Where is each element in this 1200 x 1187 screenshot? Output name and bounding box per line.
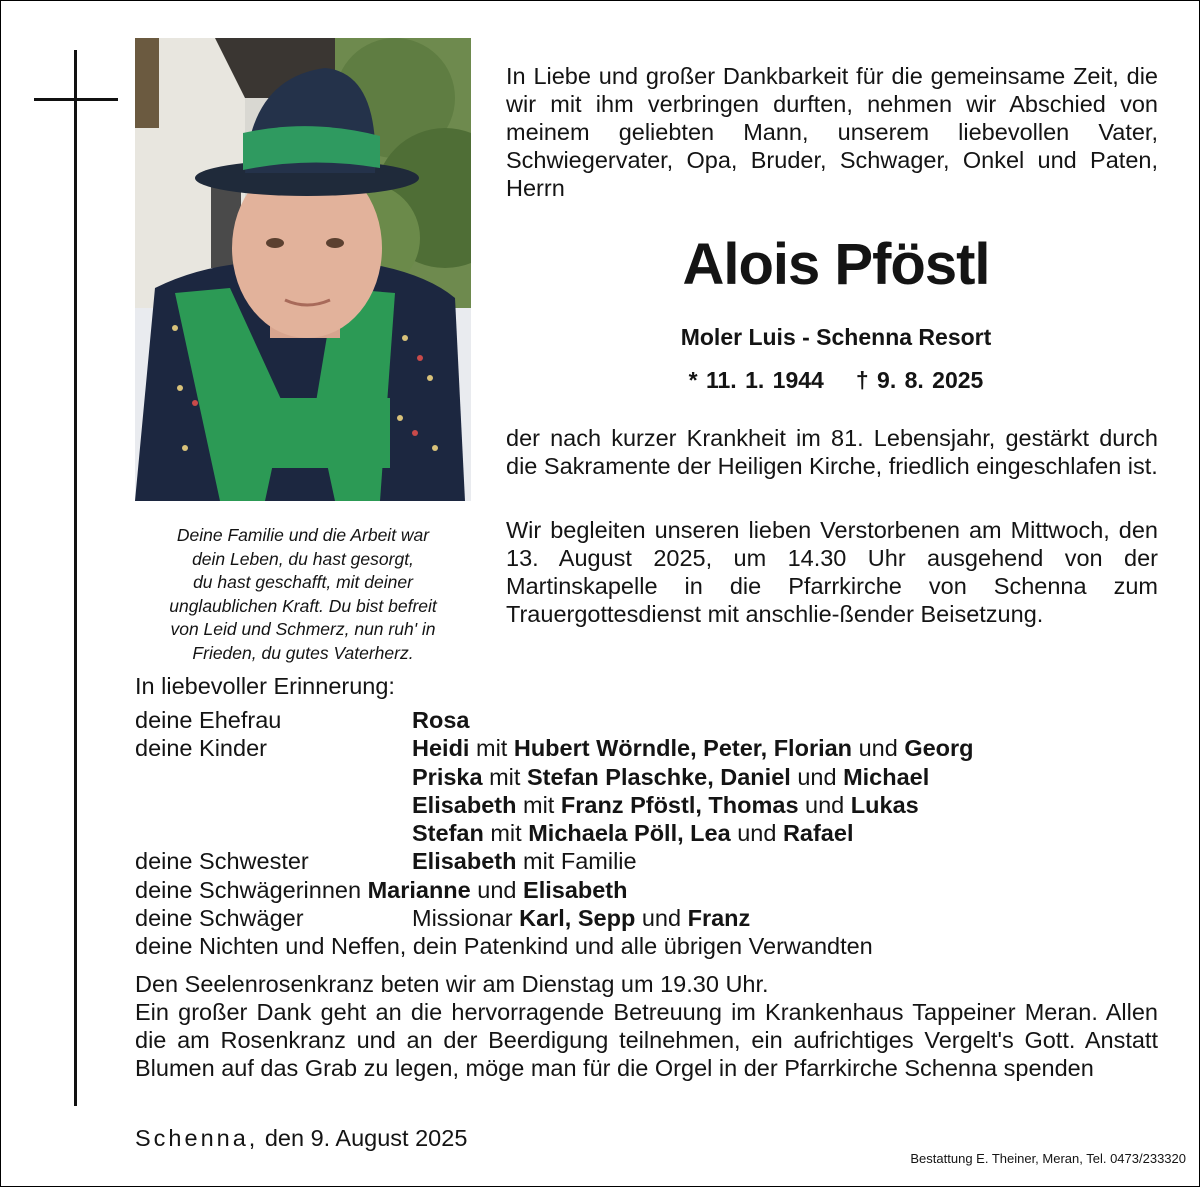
family-row-kids [135,791,1175,819]
family-name: Hubert Wörndle, Peter, Florian [513,735,853,762]
thanks-text: Ein großer Dank geht an die hervorragende Betreuung im Krankenhaus Tappeiner Meran. Allen die am Rosenkranz und an der Beerdigung teilnehmen, ein aufrichtiges Vergelt's Gott. Anstatt Blumen auf das Grab zu legen, möge man für die Orgel in der Pfarrkirche Schenna spenden [135,999,1158,1081]
family-name: Franz Pföstl, Thomas [560,791,799,818]
cross-horizontal-bar [34,98,118,101]
connector-word: und [477,876,517,903]
connector-word: mit [490,820,522,847]
family-name: Elisabeth [523,876,628,903]
passing-text: der nach kurzer Krankheit im 81. Lebensjahr, gestärkt durch die Sakramente der Heiligen Kirche, friedlich eingeschlafen ist. [506,425,1158,479]
family-row-kids [135,819,1175,847]
connector-word: und [858,735,898,762]
connector-word: mit [476,735,508,762]
family-name: Stefan Plaschke, Daniel [526,763,791,790]
relation-label: deine Schwäger [135,905,304,932]
family-row-wife [135,706,1175,734]
family-name: Rosa [412,707,470,733]
connector-word: und [641,905,682,932]
family-name: Michael [843,763,930,790]
family-row-sisters-in-law [135,876,1175,904]
poem-line: dein Leben, du hast gesorgt, [192,548,414,569]
connector-word: und [805,791,845,818]
poem-line: von Leid und Schmerz, nun ruh' in [170,619,436,639]
family-row-kids [135,734,1175,762]
relation-label: deine Ehefrau [135,707,282,733]
rosary-text: Den Seelenrosenkranz beten wir am Dienstag um 19.30 Uhr. [135,971,769,997]
family-name: Karl, Sepp [519,905,636,932]
connector-word: Missionar [412,905,513,932]
family-name: Franz [687,905,751,932]
family-name: Georg [904,735,974,762]
cross-vertical-bar [74,50,77,1106]
notice-date: den 9. August 2025 [264,1125,468,1151]
family-name: Elisabeth [412,791,517,818]
connector-word: mit [523,791,555,818]
birth-date: * 11. 1. 1944 [688,367,824,393]
connector-word: mit [489,763,521,790]
family-list [135,706,1175,961]
family-row-sister [135,847,1175,875]
place-date [135,1124,467,1152]
connector-word: und [797,763,837,790]
other-relatives: deine Nichten und Neffen, dein Patenkind und alle übrigen Verwandten [135,933,873,960]
family-name: Michaela Pöll, Lea [528,820,731,847]
relation-label: deine Schwester [135,848,309,875]
family-row-kids [135,763,1175,791]
family-name: Marianne [367,876,471,903]
deceased-name: Alois Pföstl [682,232,990,297]
poem-line: du hast geschafft, mit deiner [193,572,413,592]
family-row-brothers-in-law [135,904,1175,932]
closing-text [135,970,1158,1082]
family-row-others [135,932,1175,960]
connector-word: und [737,820,777,847]
poem-line: unglaublichen Kraft. Du bist befreit [169,595,437,616]
poem-line: Deine Familie und die Arbeit war [176,525,430,545]
relation-label: deine Kinder [135,735,267,762]
family-name: Heidi [412,735,470,762]
connector-word: mit Familie [523,848,637,875]
deceased-nickname: Moler Luis - Schenna Resort [680,324,992,350]
poem [135,524,471,665]
family-name: Elisabeth [412,848,517,875]
poem-line: Frieden, du gutes Vaterherz. [192,642,414,663]
death-date: † 9. 8. 2025 [855,367,984,393]
family-name: Stefan [412,820,484,847]
family-name: Rafael [782,820,854,847]
family-name: Lukas [850,791,919,818]
portrait-photo [135,38,471,501]
intro-text: In Liebe und großer Dankbarkeit für die gemeinsame Zeit, die wir mit ihm verbringen durften, nehmen wir Abschied von meinem geliebten Mann, unserem liebevollen Vater, Schwiegervater, Opa, Bruder, Schwager, Onkel und Paten, Herrn [506,63,1158,201]
memory-heading: In liebevoller Erinnerung: [135,673,395,699]
place-name: Schenna, [135,1125,259,1151]
funeral-text: Wir begleiten unseren lieben Verstorbenen am Mittwoch, den 13. August 2025, um 14.30 Uhr ausgehend von der Martinskapelle in die Pfarrkirche von Schenna zum Trauergottesdienst mit anschlie-ßender Beisetzung. [506,517,1158,627]
relation-label: deine Schwägerinnen [135,876,362,903]
undertaker-contact: Bestattung E. Theiner, Meran, Tel. 0473/233320 [910,1151,1186,1166]
life-dates [506,365,1166,395]
family-name: Priska [412,763,483,790]
